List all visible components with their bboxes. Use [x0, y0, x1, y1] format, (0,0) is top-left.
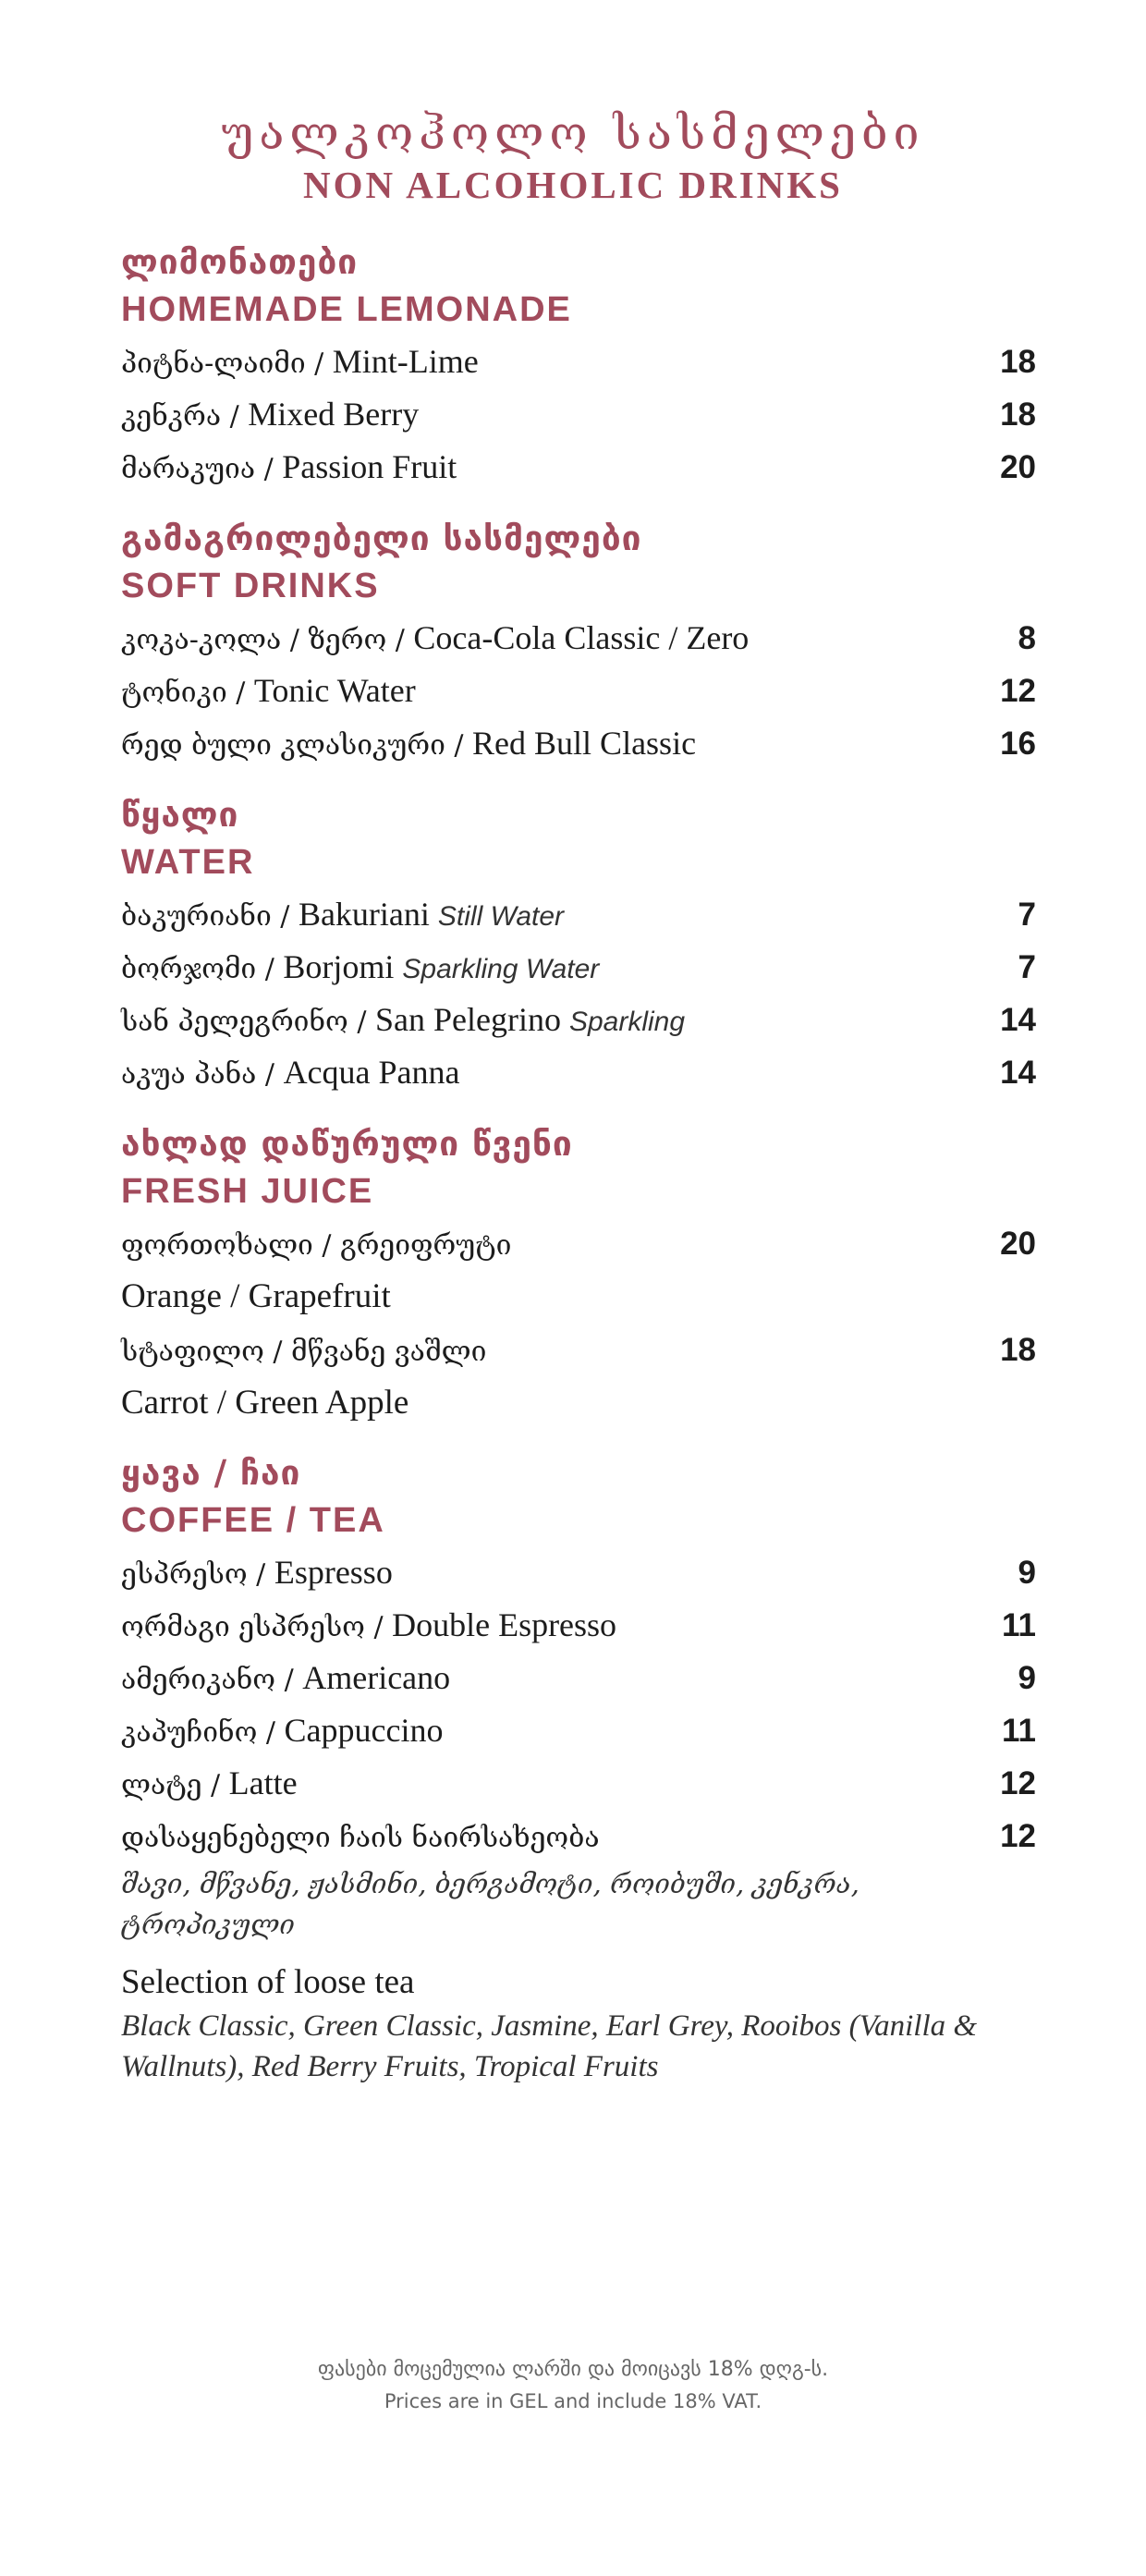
item-name-ka: ორმაგი ესპრესო /	[121, 1611, 393, 1643]
item-note: Sparkling Water	[402, 954, 600, 984]
item-price: 11	[1002, 1607, 1036, 1643]
item-price: 18	[1000, 344, 1036, 380]
section-title-ka: ლიმონათები	[121, 242, 359, 282]
item-price: 8	[1018, 620, 1036, 656]
menu-item-espresso	[121, 1547, 1036, 1600]
item-name-en: Passion Fruit	[282, 448, 457, 485]
section-title-en: FRESH JUICE	[121, 1172, 374, 1211]
item-name-ka: რედ ბული კლასიკური /	[121, 729, 473, 762]
item-name-ka: კენკრა /	[121, 400, 249, 433]
item-price: 9	[1018, 1660, 1036, 1696]
item-name-en: Mixed Berry	[248, 396, 420, 433]
item-name-ka: სან პელეგრინო /	[121, 1006, 375, 1038]
section-coffee-tea	[121, 1449, 1036, 2087]
item-name-en: San Pelegrino	[374, 1001, 569, 1038]
section-title-en: COFFEE / TEA	[121, 1501, 385, 1540]
menu-item-loose-tea	[121, 1811, 1036, 1863]
menu-item-mint-lime	[121, 336, 1036, 389]
page-title-en: NON ALCOHOLIC DRINKS	[303, 164, 843, 206]
item-price: 20	[1000, 449, 1036, 485]
item-name	[121, 389, 419, 442]
item-name-ka: ამერიკანო /	[121, 1664, 303, 1696]
item-name-en: Coca-Cola Classic / Zero	[413, 619, 750, 656]
item-name-ka: აკუა პანა /	[121, 1058, 284, 1091]
item-name	[121, 1653, 450, 1705]
item-name-ka: ტონიკი /	[121, 677, 254, 709]
item-name-en: Americano	[302, 1659, 451, 1696]
item-price: 20	[1000, 1226, 1036, 1262]
tea-description-en: Black Classic, Green Classic, Jasmine, Earl Grey, Rooibos (Vanilla & Wallnuts), Red Berry Fruits, Tropical Fruits	[121, 2009, 978, 2083]
menu-item-carrot-apple	[121, 1325, 1036, 1377]
section-title-ka: წყალი	[121, 795, 239, 835]
price-note-ka: ფასები მოცემულია ლარში და მოიცავს 18% დღგ-ს.	[317, 2358, 829, 2381]
item-price: 18	[1000, 397, 1036, 433]
menu-item-borjomi	[121, 942, 1036, 995]
item-name-ka: პიტნა-ლაიმი /	[121, 348, 333, 380]
item-name-ka: ფორთოხალი / გრეიფრუტი	[121, 1229, 512, 1262]
item-name-ka: მარაკუია /	[121, 453, 283, 485]
item-price: 7	[1018, 897, 1036, 933]
item-name	[121, 1047, 460, 1100]
item-name-en: Red Bull Classic	[472, 725, 697, 762]
item-name-ka: ბაკურიანი /	[121, 900, 299, 933]
item-name	[121, 665, 416, 718]
section-fresh-juice	[121, 1120, 1036, 1429]
item-name	[121, 718, 696, 771]
section-title-ka: ახლად დაწურული წვენი	[121, 1124, 573, 1164]
item-name-ka: კაპუჩინო /	[121, 1716, 285, 1749]
item-name-ka: კოკა-კოლა / ზერო /	[121, 624, 414, 656]
item-price: 16	[1000, 726, 1036, 762]
item-name	[121, 942, 599, 995]
section-title-ka: ყავა / ჩაი	[121, 1453, 301, 1493]
item-name	[121, 1705, 443, 1758]
menu-item-cappuccino	[121, 1705, 1036, 1758]
item-price: 9	[1018, 1555, 1036, 1591]
menu-item-coca-cola	[121, 613, 1036, 665]
item-name-en: Bakuriani	[298, 896, 438, 933]
item-name	[121, 613, 749, 665]
menu-item-orange-grapefruit	[121, 1218, 1036, 1271]
item-name	[121, 442, 457, 494]
item-name	[121, 1811, 600, 1863]
item-name-en: Orange / Grapefruit	[121, 1277, 391, 1315]
item-price: 12	[1000, 673, 1036, 709]
menu-item-red-bull	[121, 718, 1036, 771]
tea-title-en: Selection of loose tea	[121, 1963, 415, 2001]
item-name-en: Double Espresso	[392, 1606, 617, 1643]
item-name-en: Borjomi	[283, 948, 403, 985]
page-title	[0, 104, 1146, 207]
item-name-ka: ლატე /	[121, 1769, 229, 1801]
item-name	[121, 889, 564, 942]
item-note: Sparkling	[568, 1007, 686, 1037]
item-name	[121, 1325, 486, 1377]
item-price: 7	[1018, 949, 1036, 985]
item-name-ka: სტაფილო / მწვანე ვაშლი	[121, 1336, 487, 1368]
item-name-en: Cappuccino	[284, 1712, 444, 1749]
item-name	[121, 995, 685, 1047]
item-name-ka: დასაყენებელი ჩაის ნაირსახეობა	[121, 1822, 600, 1854]
item-name-en: Mint-Lime	[332, 343, 479, 380]
item-price: 11	[1002, 1713, 1036, 1749]
menu-item-bakuriani	[121, 889, 1036, 942]
item-name-ka: ბორჯომი /	[121, 953, 284, 985]
item-name-ka: ესპრესო /	[121, 1558, 274, 1591]
item-price: 12	[1000, 1765, 1036, 1801]
item-name-en: Espresso	[274, 1554, 393, 1591]
section-title-en: SOFT DRINKS	[121, 567, 380, 605]
item-name	[121, 1547, 393, 1600]
menu-item-mixed-berry	[121, 389, 1036, 442]
item-price: 18	[1000, 1332, 1036, 1368]
menu-item-tonic-water	[121, 665, 1036, 718]
menu-item-americano	[121, 1653, 1036, 1705]
section-title-ka: გამაგრილებელი სასმელები	[121, 519, 642, 558]
item-price: 12	[1000, 1818, 1036, 1854]
section-title-en: HOMEMADE LEMONADE	[121, 290, 572, 329]
menu-item-acqua-panna	[121, 1047, 1036, 1100]
item-name-en: Acqua Panna	[283, 1054, 460, 1091]
item-name	[121, 1758, 298, 1811]
item-name-en: Carrot / Green Apple	[121, 1384, 409, 1422]
menu-item-double-espresso	[121, 1600, 1036, 1653]
tea-description-ka: შავი, მწვანე, ჟასმინი, ბერგამოტი, როიბუში, კენკრა, ტროპიკული	[121, 1868, 860, 1940]
item-note: Still Water	[437, 901, 565, 932]
menu-item-passion-fruit	[121, 442, 1036, 494]
section-lemonade	[121, 238, 1036, 494]
item-price: 14	[1000, 1055, 1036, 1091]
item-price: 14	[1000, 1002, 1036, 1038]
menu-item-san-pelegrino	[121, 995, 1036, 1047]
menu-content	[121, 238, 1036, 2107]
item-name	[121, 1600, 616, 1653]
item-name	[121, 336, 479, 389]
section-title-en: WATER	[121, 843, 255, 882]
item-name-en: Tonic Water	[253, 672, 416, 709]
menu-item-latte	[121, 1758, 1036, 1811]
section-soft-drinks	[121, 515, 1036, 771]
page-title-ka: უალკოჰოლო სასმელები	[221, 106, 925, 160]
price-note	[0, 2353, 1146, 2416]
price-note-en: Prices are in GEL and include 18% VAT.	[384, 2390, 762, 2412]
item-name-en: Latte	[228, 1764, 298, 1801]
item-name	[121, 1218, 511, 1271]
section-water	[121, 791, 1036, 1100]
